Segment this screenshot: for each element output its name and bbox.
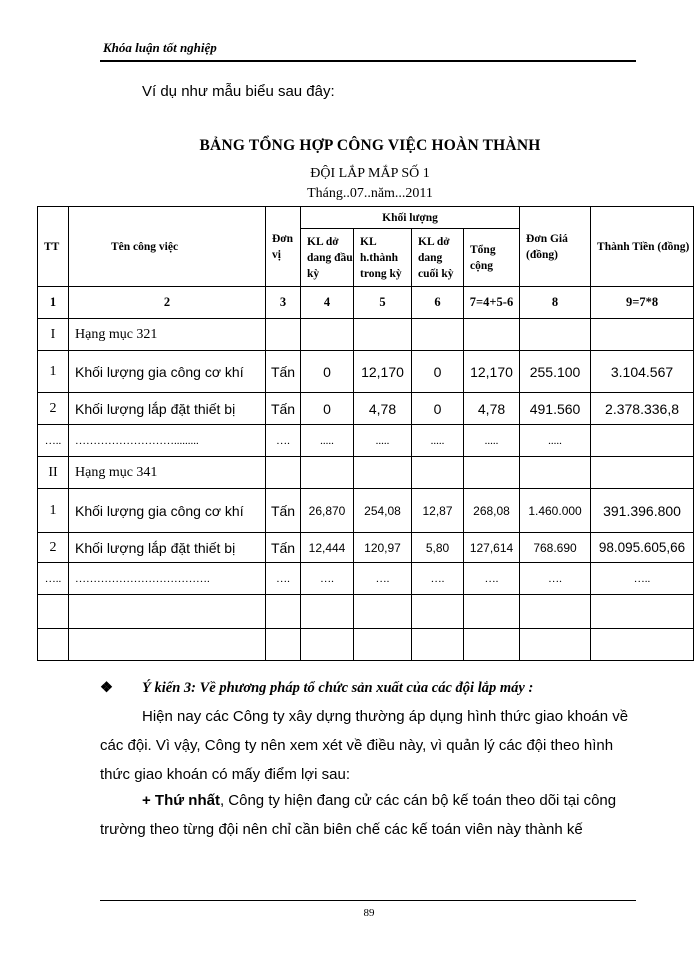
row-kl-begin: 12,444: [301, 533, 354, 563]
header-name: Tên công việc: [69, 207, 266, 287]
col-num: 5: [354, 287, 412, 319]
running-header: Khóa luận tốt nghiệp: [103, 40, 217, 55]
row-price: .....: [520, 425, 591, 457]
row-unit: Tấn: [266, 489, 301, 533]
row-amount: 3.104.567: [591, 351, 694, 393]
row-total: 127,614: [464, 533, 520, 563]
row-kl-end: .....: [412, 425, 464, 457]
column-number-row: [38, 287, 694, 319]
row-amount: 2.378.336,8: [591, 393, 694, 425]
header-kl-done: KL h.thành trong kỳ: [354, 229, 412, 287]
row-tt: …..: [38, 425, 69, 457]
row-total: .....: [464, 425, 520, 457]
header-price: Đơn Giá (đồng): [520, 207, 591, 287]
row-tt: I: [38, 319, 69, 351]
opinion-heading: [100, 680, 640, 697]
row-unit: Tấn: [266, 351, 301, 393]
team-subtitle: ĐỘI LẮP MẮP SỐ 1: [310, 166, 430, 181]
row-kl-end: 0: [412, 351, 464, 393]
row-total: 4,78: [464, 393, 520, 425]
table-row: [38, 533, 694, 563]
col-num: 2: [69, 287, 266, 319]
row-price: 1.460.000: [520, 489, 591, 533]
row-price: 255.100: [520, 351, 591, 393]
row-name: Khối lượng lắp đặt thiết bị: [69, 393, 266, 425]
header-unit: Đơn vị: [266, 207, 301, 287]
row-tt: II: [38, 457, 69, 489]
col-num: 9=7*8: [591, 287, 694, 319]
opinion-text: Ý kiến 3: Về phương pháp tổ chức sản xuất của các đội lắp máy :: [142, 680, 534, 696]
col-num: 3: [266, 287, 301, 319]
row-name: Khối lượng lắp đặt thiết bị: [69, 533, 266, 563]
diamond-cross-bullet-icon: ❖: [100, 680, 113, 696]
row-amount: 98.095.605,66: [591, 533, 694, 563]
header-total: Tổng cộng: [464, 229, 520, 287]
row-amount: 391.396.800: [591, 489, 694, 533]
paragraph-lead: + Thứ nhất: [142, 792, 220, 809]
row-tt: 2: [38, 533, 69, 563]
row-price: 491.560: [520, 393, 591, 425]
row-unit: ….: [266, 425, 301, 457]
row-name: ……………………….........: [69, 425, 266, 457]
row-name: Khối lượng gia công cơ khí: [69, 489, 266, 533]
row-kl-done: 12,170: [354, 351, 412, 393]
row-kl-begin: 26,870: [301, 489, 354, 533]
row-kl-done: .....: [354, 425, 412, 457]
row-kl-done: 4,78: [354, 393, 412, 425]
row-name: Khối lượng gia công cơ khí: [69, 351, 266, 393]
row-unit: Tấn: [266, 533, 301, 563]
intro-text: Ví dụ như mẫu biểu sau đây:: [142, 83, 335, 100]
work-summary-table: [37, 206, 694, 661]
page-number: 89: [363, 907, 375, 919]
col-num: 6: [412, 287, 464, 319]
col-num: 1: [38, 287, 69, 319]
header-tt: TT: [38, 207, 69, 287]
row-kl-done: 254,08: [354, 489, 412, 533]
row-name: Hạng mục 341: [69, 457, 266, 489]
row-unit: Tấn: [266, 393, 301, 425]
table-row-empty: [38, 629, 694, 661]
header-rule: [100, 60, 636, 62]
header-volume-group: Khối lượng: [301, 207, 520, 229]
row-tt: 1: [38, 351, 69, 393]
row-name: Hạng mục 321: [69, 319, 266, 351]
col-num: 4: [301, 287, 354, 319]
row-price: ….: [520, 563, 591, 595]
row-kl-end: 12,87: [412, 489, 464, 533]
table-row: [38, 563, 694, 595]
row-kl-end: ….: [412, 563, 464, 595]
table-row: [38, 425, 694, 457]
header-amount: Thành Tiền (đồng): [591, 207, 694, 287]
row-kl-end: 5,80: [412, 533, 464, 563]
row-unit: ….: [266, 563, 301, 595]
table-row: [38, 393, 694, 425]
row-kl-done: ….: [354, 563, 412, 595]
footer-rule: [100, 900, 636, 901]
row-name: ……………………………….: [69, 563, 266, 595]
table-row: [38, 457, 694, 489]
paragraph-text: Hiện nay các Công ty xây dựng thường áp dụng hình thức giao khoán về các đội. Vì vậy, Công ty nên xem xét về điều này, vì quản lý các đội theo hình thức giao khoán có mấy điểm lợi sau:: [100, 708, 629, 783]
table-row: [38, 319, 694, 351]
table-row: [38, 489, 694, 533]
row-amount: …..: [591, 563, 694, 595]
paragraph: [100, 702, 640, 789]
row-kl-end: 0: [412, 393, 464, 425]
row-tt: 2: [38, 393, 69, 425]
row-kl-done: 120,97: [354, 533, 412, 563]
row-price: 768.690: [520, 533, 591, 563]
period-subtitle: Tháng..07..năm...2011: [307, 186, 433, 201]
row-tt: …..: [38, 563, 69, 595]
col-num: 7=4+5-6: [464, 287, 520, 319]
table-title: BẢNG TỔNG HỢP CÔNG VIỆC HOÀN THÀNH: [199, 137, 541, 154]
table-row: [38, 351, 694, 393]
header-kl-end: KL dở dang cuối kỳ: [412, 229, 464, 287]
row-kl-begin: 0: [301, 351, 354, 393]
row-total: 268,08: [464, 489, 520, 533]
table-row-empty: [38, 595, 694, 629]
paragraph: [100, 786, 640, 844]
paragraph-text: , Công ty hiện đang cử các cán bộ kế toán theo dõi tại công trường theo từng đội nên chỉ cần biên chế các kế toán viên này thành kế: [100, 792, 617, 838]
row-tt: 1: [38, 489, 69, 533]
row-kl-begin: 0: [301, 393, 354, 425]
col-num: 8: [520, 287, 591, 319]
row-kl-begin: .....: [301, 425, 354, 457]
row-total: 12,170: [464, 351, 520, 393]
row-kl-begin: ….: [301, 563, 354, 595]
row-total: ….: [464, 563, 520, 595]
header-kl-begin: KL dở dang đầu kỳ: [301, 229, 354, 287]
